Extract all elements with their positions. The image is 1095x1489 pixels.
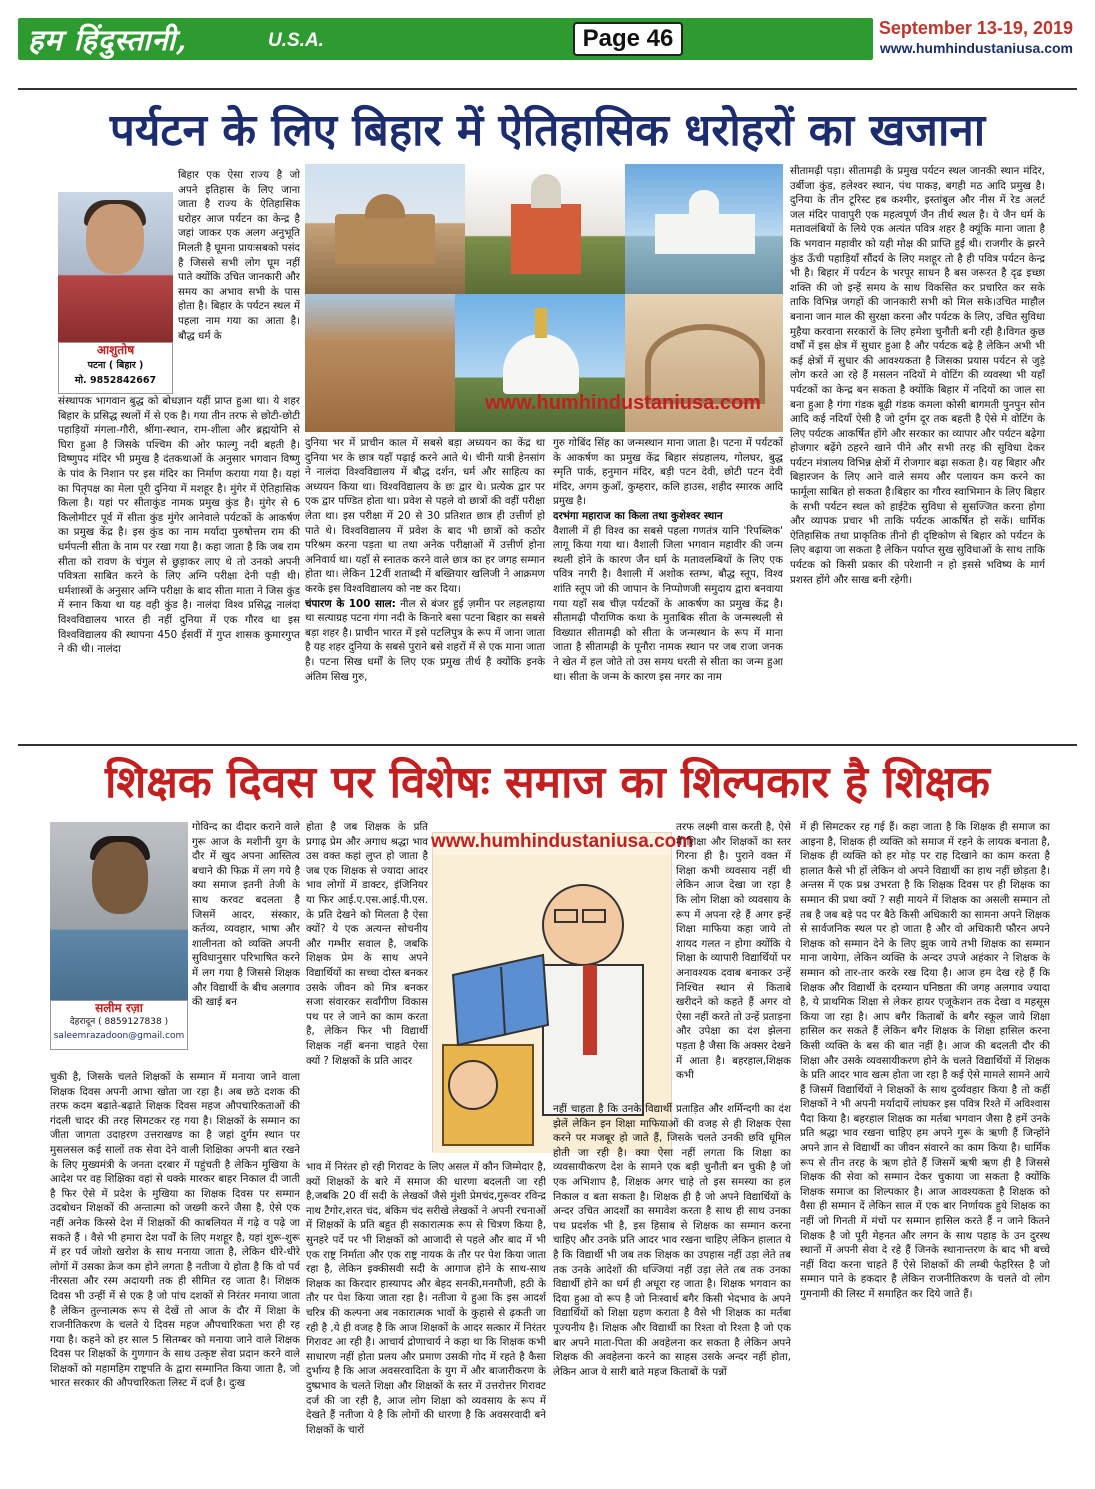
- article-2-column-3-text: तरफ लक्ष्मी वास करती है, ऐसे में शिक्षा और शिक्षकों का स्तर गिरना ही है। पुराने वक्त में शिक्षा कभी व्यवसाय नहीं थी लेकिन आज देखा जा रहा है कि लोग शिक्षा को व्यवसाय के रूप में अपना रहे हैं अगर इन्हें शिक्षा माफिया कहा जाये तो शायद गलत न होगा क्योंकि ये शिक्षा के व्यापारी विद्यार्थियों पर अनावश्यक दवाब बनाकर उन्हें निश्चित स्थान से किताबे खरीदने को कहते हैं अगर वो ऐसा नहीं करते तो उन्हें प्रताड़ना और उपेक्षा का दंश झेलना पड़ता है जैसा कि अक्सर देखने में आता है। बहरहाल,शिक्षक कभी: [676, 821, 791, 1082]
- article-2-column-2b: [306, 1160, 546, 1470]
- article-1-column-1-text: संस्थापक भागवान बुद्ध को बोधज्ञान यहीं प्राप्त हुआ था। ये शहर बिहार के प्रसिद्ध स्थलों में से एक है। गया तीन तरफ से छोटी-छोटी पहाड़ियों मंगला-गौरी, श्रींगा-स्थान, राम-शीला और ब्रह्मयोनि से घिरा हुआ है जिसके पश्चिम की ओर फाल्गु नदी बहती है। विष्णुपद मंदिर भी प्रमुख है दंतकथाओं के अनुसार भगवान विष्णु के पांव के निशान पर इस मंदिर का निर्माण कराया गया है। यहां का पितृपक्ष का मेला पूरी दुनिया में मशहूर है। मुंगेर में ऐतिहासिक किला है। यहां पर सीताकुंड नामक प्रमुख कुंड है। मुंगेर से 6 किलोमीटर पूर्व में सीता कुंड मुंगेर आनेवाले पर्यटकों के आकर्षण का प्रमुख केंद्र है। इस कुंड का नाम मर्यादा पुरुषोत्तम राम की धर्मपत्नी सीता के नाम पर रखा गया है। कहा जाता है कि जब राम सीता को रावण के चंगुल से छुड़ाकर लाए थे तो उनको अपनी पवित्रता साबित करने के लिए अग्नि परीक्षा देनी पड़ी थी। धर्मशास्त्रों के अनुसार अग्नि परीक्षा के बाद सीता माता ने जिस कुंड में स्नान किया था यह वही कुंड है। नालंदा विश्व प्रसिद्ध नालंदा विश्वविद्यालय भारत ही नहीं दुनिया में एक गौरव था इस विश्वविद्यालय की स्थापना 450 ईसवीं में गुप्त शासक कुमारगुप्त ने की थी। नालंदा: [58, 395, 300, 656]
- newspaper-title: हम हिंदुस्तानी,: [28, 23, 188, 57]
- article-1-column-2: [305, 436, 545, 740]
- issue-date: September 13-19, 2019: [878, 18, 1073, 38]
- page-number: Page 46: [573, 22, 683, 56]
- tourism-photo-collage: [305, 164, 783, 432]
- article-1-column-4: [790, 164, 1045, 740]
- watermark: www.humhindustaniusa.com: [485, 392, 761, 414]
- article-2-column-4: [800, 820, 1050, 1470]
- article-1-column-4-text: सीतामढ़ी पड़ा। सीतामढ़ी के प्रमुख पर्यटन स्थल जानकी स्थान मंदिर, उर्बीजा कुंड, हलेश्वर स्थान, पंथ पाकड़, बगही मठ आदि प्रमुख है। दुनिया के तीन टूरिस्ट हब कश्मीर, इस्तांबुल और नीस में रेड अलर्ट जल मंदिर पावापुरी एक महत्वपूर्ण जैन तीर्थ स्थल है। ये जैन धर्म के मतावलंबियों के लिये एक अत्यंत पवित्र शहर है क्यूंकि माना जाता है कि भगवान महावीर को यही मोक्ष की प्राप्ति हुई थी। राजगीर के झरने कुंड ऊँची पहाड़ियाँ सौंदर्य के लिए मशहूर तो है ही पवित्र पर्यटन केन्द्र भी है। बिहार में पर्यटन के भरपूर साधन है बस जरूरत है दृढ इच्छा शक्ति की जो इन्हें समय के साथ विकसित कर प्रचारित कर सके ताकि विभिन्न जगहों की जानकारी सभी को मिल सके।उचित माहौल बनाना जान माल की सुरक्षा करना और पर्यटक के लिए, उचित सुविधा मुहैया करवाना सरकारों के लिए हमेशा चुनौती बनी रही है।विगत कुछ वर्षों में इस क्षेत्र में सुधार हुआ है और पर्यटक बढ़े है लेकिन अभी भी कई क्षेत्रों में सुधार की आवश्यकता है जिसका प्रयास पर्यटन से जुड़े लोग करते आ रहे हैं मसलन नदियों मे वोटिंग की व्यवस्था भी यहाँ पर्यटकों का केन्द्र बन सकता है क्योंकि बिहार में नदियों का जाल सा बना हुआ है गंगा गंडक बूढ़ी गंडक कमला कोसी बागमती पुनपुन सोन आदि कई नदियाँ ऐसी है जो दुर्गम दूर तक बहती है ऐसे मे वोटिंग के लिए पर्यटक आकर्षित होंगे और सरकार का व्यापार और पर्यटन बढ़ेगा होजगार बढ़ेंगे ठहरने खाने पीने और सभी तरह की सुविधा देकर पर्यटन मंत्रालय विभिन्न क्षेत्रों में रोजगार बढ़ा सकता है। यह बिहार और बिहारजन के लिए आने वाले समय और पलायन कम करने का फार्मूला साबित हो सकता है।बिहार का गौरव स्वाभिमान के लिए बिहार के सभी पर्यटन स्थल को हाईटेक सुविधा से सुसज्जित करना होगा और व्यापक प्रचार भी ताकि पर्यटक आकर्षित हो सकें। धार्मिक ऐतिहासिक तथा प्राकृतिक तीनो ही दृष्टिकोण से बिहार को पर्यटन के लिए बढ़ाया जा सकता है लेकिन पर्याप्त सुख सुविधाओं के साथ ताकि पर्यटक को किसी प्रकार की परेशानी न हो इससे भविष्य के मार्ग प्रशस्त होंगे और साख बनी रहेगी।: [790, 165, 1045, 586]
- article-1-headline: पर्यटन के लिए बिहार में ऐतिहासिक धरोहरों का खजाना: [109, 105, 986, 156]
- temple-photo: [465, 164, 625, 294]
- article-2-column-1: [50, 1070, 300, 1470]
- article-2-headline: शिक्षक दिवस पर विशेषः समाज का शिल्पकार है शिक्षक: [105, 757, 990, 808]
- author-name: आशुतोष: [96, 343, 135, 357]
- article-2-intro: [192, 820, 300, 1070]
- article-2-column-3b: [553, 1102, 791, 1470]
- article-1-column-1: [58, 394, 300, 740]
- fort-photo: [305, 164, 465, 294]
- article-1-subhead-darbhanga: दरभंगा महाराज का किला तथा कुशेश्वर स्थान: [553, 509, 723, 522]
- author-place: देहरादून ( 8859127838 ): [69, 1017, 169, 1027]
- article-2-column-2b-text: भाव में निरंतर हो रही गिरावट के लिए असल में कौन जिम्मेदार है, क्यों शिक्षकों के बारे में समाज की धारणा बदलती जा रही है,जबकि 20 वीं सदी के लेखकों जैसे मुंशी प्रेमचंद,गुरूवर रविन्द्र नाथ टैगोर,शरत चंद, बंकिम चंद सरीखे लेखकों ने अपनी रचनाओं में शिक्षकों के प्रति बहुत ही सकारात्मक रूप से चित्रण किया है, सुनहरे पर्दे पर भी शिक्षकों को आजादी से पहले और बाद में भी एक राष्ट्र निर्माता और एक राष्ट्र नायक के तौर पर पेश किया जाता रहा है, लेकिन इक्कीसवी सदी के आगाज होने के साथ-साथ शिक्षक का किरदार हास्यापद और बेहद सनकी,मनमौजी, हठी के तौर पर पेश किया जाता रहा है। नतीजा ये हुआ कि इस आदर्श चरित्र की कल्पना अब नकारात्मक भावों के कुहासे से ढ़कती जा रही है ,ये ही वजह है कि आज शिक्षकों के आदर सत्कार में निरंतर गिरावट आ रही है। आचार्य द्रोणाचार्य ने कहा था कि शिक्षक कभी साधारण नहीं होता प्रलय और प्रमाण उसकी गोद में रहते है कैसा दुर्भाग्य है कि आज अवसरवादिता के युग में और बाजारीकरण के दुष्प्रभाव के चलते शिक्षा और शिक्षकों के स्तर में उत्तरोत्तर गिरावट दर्ज की जा रही है, आज लोग शिक्षा को व्यवसाय के रूप में देखते हैं नतीजा ये है कि लोगों की धारणा है कि अवसरवादी बने शिक्षकों के चारों: [306, 1161, 546, 1436]
- article-1-column-3-text-2: वैशाली में ही विश्व का सबसे पहला गणतंत्र यानि 'रिपब्लिक' लागू किया गया था। वैशाली जिला भगवान महावीर की जन्म स्थली होने के कारण जैन धर्म के मतावलम्बियों के लिए एक पवित्र नगरी है। वैशाली में अशोक स्तम्भ, बौद्ध स्तूप, विश्व शांति स्तूप जो की जापान के निप्पोणजी समुदाय द्वारा बनवाया गया यहाँ सब चीज़ पर्यटकों के आकर्षण का प्रमुख केंद्र है। सीतामढ़ी पौराणिक कथा के मुताबिक सीता के जन्मस्थली से विख्यात सीतामढ़ी को सीता के जन्मस्थान के रूप में माना जाता है सीतामढ़ी के पूनौरा नामक स्थान पर जब राजा जनक ने खेत में हल जोते तो उस समय धरती से सीता का जन्म हुआ था। सीता के जन्म के कारण इस नगर का नाम: [553, 524, 783, 683]
- author-caption: [58, 342, 173, 394]
- article-1-column-3: [553, 436, 783, 740]
- author-photo: [58, 192, 173, 342]
- masthead: [18, 18, 873, 60]
- article-2-column-1-text: चुकी है, जिसके चलते शिक्षकों के सम्मान में मनाया जाने वाला शिक्षक दिवस अपनी आभा खोता जा रहा है। अब छठे दशक की तरफ कदम बढ़ाते-बढ़ाते शिक्षक दिवस महज औपचारिकताओं की गंदली चादर की तरह सिमटकर रह गया है। शिक्षकों के सम्मान का जीता जागता उदाहरण उत्तराखण्ड का है जहां दुर्गम स्थान पर मुसलसल कई सालों तक सेवा देने वाली शिक्षिका अपनी बात रखने के लिए मुख्यमंत्री के जनता दरबार में पहुंचती है लेकिन मुखिया के आदेश पर वह शिक्षिका वहां से धक्के मारकर बाहर निकाल दी जाती है फिर ऐसे में प्रदेश के मुखिया का शिक्षक दिवस पर सम्मान उदबोधन शिक्षकों की अन्तात्मा को जख्मी करने जैसा है, ऐसे एक नहीं अनेक किस्से देश में शिक्षकों की काबलियत में गढ़े व पढ़े जा सकते हैं । वैसे भी हमारा देश पर्वों के लिए मशहूर है, यहां शुरू-शुरू में हर पर्व जोशो खरोश के साथ मनाया जाता है, लेकिन धीरे-धीरे लोगों में उसका क्रेज कम होने लगता है नतीजा ये होता है कि वो पर्व नीरसता और रस्म अदायगी तक ही सीमित रह जाता है। शिक्षक दिवस भी उन्हीं में से एक है जो पांच दशकों से निरंतर मनाया जाता है लेकिन तुल्नात्मक रूप से देखें तो आज के दौर में शिक्षा के राजनीतिकरण के चलते ये दिवस महज औपचारिकता भरा ही रह गया है। कहने को हर साल 5 सितम्बर को मनाया जाने वाले शिक्षक दिवस पर शिक्षकों के गुणगान के साथ उत्कृष्ट सेवा प्रदान करने वाले शिक्षकों को महामहिम राष्ट्रपति के द्वारा सम्मानित किया जाता है, जो भारत सरकार की औपचारिकता लिस्ट में दर्ज है। दुःख: [50, 1071, 300, 1390]
- article-1-column-2-text-2: नील से बंजर हुई ज़मीन पर लहलहाया था सत्याग्रह पटना गंगा नदी के किनारे बसा पटना बिहार का सबसे बड़ा शहर है। प्राचीन भारत में इसे पटलिपुत्र के रूप में जाना जाता है यह शहर दुनिया के सबसे पुराने बसे शहरों में से एक माना जाता है। पटना सिख धर्मों के लिए एक प्रमुख तीर्थ है क्योंकि इनके अंतिम सिख गुरु,: [305, 597, 545, 683]
- author-place: पटना ( बिहार ): [87, 360, 144, 371]
- watermark: www.humhindustaniusa.com: [431, 831, 694, 852]
- author-phone: मो. 9852842667: [74, 375, 157, 386]
- article-2-column-2-text: होता है जब शिक्षक के प्रति प्रगाढ़ प्रेम और अगाध श्रद्धा भाव उस वक्त कहां लुप्त हो जाता है जब एक शिक्षक से ज्यादा आदर भाव लोगों में डाक्टर, इंजिनियर या फिर आई.ए.एस.आई.पी.एस. के प्रति देखने को मिलता है ऐसा क्यों? ये एक अत्यन्त सोचनीय और गम्भीर सवाल है, जबकि शिक्षक प्रेम के साथ अपने विद्यार्थियों का सच्चा दोस्त बनकर उसके जीवन को मित्र बनकर सजा संवारकर सर्वांगीण विकास पथ पर ले जाने का काम करता है, लेकिन फिर भी विद्यार्थी शिक्षक नहीं बनना चाहते ऐसा क्यों ? शिक्षकों के प्रति आदर: [306, 821, 428, 1067]
- website-link[interactable]: www.humhindustaniusa.com: [879, 40, 1073, 56]
- author-photo: [50, 822, 188, 1000]
- newspaper-subtitle: U.S.A.: [268, 30, 324, 51]
- face-shape: [92, 842, 148, 914]
- article-2-column-2: [306, 820, 428, 1160]
- author-email[interactable]: saleemrazadoon@gmail.com: [53, 1031, 185, 1041]
- divider: [18, 744, 1077, 746]
- article-1-intro-text: बिहार एक ऐसा राज्य है जो अपने इतिहास के लिए जाना जाता है राज्य के ऐतिहासिक धरोहर आज पर्यटन का केन्द्र है जहां जाकर एक अलग अनुभूति मिलती है घूमना प्रायःसबको पसंद है जिससे सभी लोग घूम नहीं पाते क्योंकि उचित जानकारी और समय का अभाव सभी के पास होता है। बिहार के पर्यटन स्थल में पहला नाम गया का आता है। बौद्ध धर्म के: [178, 169, 300, 342]
- author-name: सलीम रज़ा: [95, 1001, 143, 1015]
- article-2-column-3b-text: नहीं चाहता है कि उनके विद्यार्थी प्रताड़ित और शर्मिन्दगी का दंश झेलें लेकिन इन शिक्षा माफियाओं की वजह से ही शिक्षक ऐसा करने पर मजबूर हो जाते हैं, जिसके चलते उनकी छवि धूमिल होती जा रही है। क्या ऐसा नहीं लगता कि शिक्षा का व्यवसायीकरण देश के सामने एक बड़ी चुनौती बन चुकी है जो एक अभिशाप है, शिक्षक अगर चाहे तो इस समस्या का हल निकाल व बता सकता है। शिक्षक ही है जो अपने विद्यार्थियों के अन्दर उचित आदर्शों का समावेश करता है साथ ही साथ उनका पथ प्रदर्शक भी है, इस हिसाब से शिक्षक का सम्मान करना चाहिए और उनके प्रति आदर भाव रखना चाहिए लेकिन हालात ये है कि विद्यार्थी भी जब तक शिक्षक का उपहास नहीं उड़ा लेते तब तक उनके आदेशों की धज्जियां नहीं उड़ा लेते तब तक उनका विद्यार्थी होने का धर्म ही अधूरा रह जाता है। शिक्षक भगवान का दिया हुआ वो रूप है जो निःस्वार्थ बगैर किसी भेदभाव के अपने विद्यार्थियों को शिक्षा ग्रहण कराता है वैसे भी शिक्षक का मर्तबा पूज्यनीय है। शिक्षक और विद्यार्थी का रिश्ता वो रिश्ता है जो एक बार अपने माता-पिता की अवहेलना कर सकता है लेकिन अपने शिक्षक की अवहेलना करने का साहस उसके अन्दर नहीं होता, लेकिन आज ये सारी बाते महज किताबों के पन्नों: [553, 1103, 791, 1378]
- article-2-intro-text: गोविन्द का दीदार कराने वाले गुरू आज के मशीनी युग के दौर में खुद अपना आस्तित्व बचाने की फिक्र में लग गये है क्या समाज इतनी तेजी के साथ करवट बदलता है जिसमें आदर, संस्कार, कर्तव्य, व्यवहार, भाषा और शालीनता को व्यक्ति अपनी सुविधानुसार परिभाषित करने में लग गया है जिससे शिक्षक और विद्यार्थी के बीच अलगाव की खाई बन: [192, 821, 300, 1009]
- article-1-column-3-text: गुरु गोबिंद सिंह का जन्मस्थान माना जाता है। पटना में पर्यटकों के आकर्षण का प्रमुख केंद्र बिहार संग्रहालय, गोलघर, बुद्ध स्मृति पार्क, हनुमान मंदिर, बड़ी पटन देवी, छोटी पटन देवी मंदिर, अगम कुआँ, कुम्हरार, कलि हाउस, शहीद स्मारक आदि प्रमुख है।: [553, 437, 783, 508]
- article-1-subhead-champaran: चंपारण के 100 साल:: [305, 597, 396, 610]
- article-1-intro: [178, 168, 300, 394]
- article-1-column-2-text: दुनिया भर में प्राचीन काल में सबसे बड़ा अध्ययन का केंद्र था दुनिया भर के छात्र यहाँ पढ़ाई करने आते थे। चीनी यात्री हेनसांग ने नालंदा विश्वविद्यालय में बौद्ध दर्शन, धर्म और साहित्य का अध्ययन किया था। विश्वविद्यालय के छः द्वार थे। प्रत्येक द्वार पर एक द्वार पण्डित होता था। प्रवेश से पहले वो छात्रों की वहीं परीक्षा लेता था। इस परीक्षा में 20 से 30 प्रतिशत छात्र ही उत्तीर्ण हो पाते थे। विश्वविद्यालय में प्रवेश के बाद भी छात्रों को कठोर परिश्रम करना पड़ता था तथा अनेक परीक्षाओं में उत्तीर्ण होना अनिवार्य था। यहाँ से स्नातक करने वाले छात्र का हर जगह सम्मान होता था। लेकिन 12वीं शताब्दी में बख्तियार खलिजी ने आक्रमण करके इस विश्वविद्यालय को नष्ट कर दिया।: [305, 437, 545, 595]
- nalanda-ruins-photo: [305, 294, 455, 432]
- author-caption: [50, 1000, 188, 1050]
- article-2-column-3: [676, 820, 791, 1102]
- jal-mandir-photo: [625, 164, 783, 294]
- page-header: [0, 0, 1095, 88]
- divider: [18, 88, 1077, 90]
- face-shape: [86, 204, 144, 274]
- article-2-column-4-text: में ही सिमटकर रह गई हैं। कहा जाता है कि शिक्षक ही समाज का आइना है, शिक्षक ही व्यक्ति को समाज में रहने के लायक बनाता है, शिक्षक ही व्यक्ति को हर मोड़ पर राह दिखाने का काम करता है हालात कैसे भी हों लेकिन वो अपने विद्यार्थी का हाथ नहीं छोड़ता है। अन्तस में एक प्रश्न उभरता है कि शिक्षक दिवस पर ही शिक्षक का सम्मान की प्रथा क्यों ? सही मायने में शिक्षक का असली सम्मान तो तब है जब बड़े पद पर बैठे किसी अधिकारी का सामना अपने शिक्षक से सार्वजनिक स्थल पर हो जाता है और वो अधिकारी फौरन अपने शिक्षक को सम्मान देने के लिए झुक जाये तभी शिक्षक का सम्मान माना जायेगा, लेकिन व्यक्ति के अन्दर उपजे अहंकार ने शिक्षक के सम्मान को तार-तार करके रख दिया है। आज हम देख रहे हैं कि शिक्षक और विद्यार्थी के दरम्यान घनिष्ठता की जगह अलगाव ज्यादा है, ये प्राथमिक शिक्षा से लेकर हायर एजूकेशन तक देखा व महसूस किया जा रहा है। आप बगैर किताबों के बगैर स्कूल जाये शिक्षा हासिल कर सकते हैं लेकिन बगैर शिक्षक के शिक्षा हासिल करना किसी व्यक्ति के बस की बात नहीं है। आज की बदलती दौर की शिक्षा और उसके व्यवसायीकरण होने के चलते विद्यार्थियों में शिक्षक के प्रति आदर भाव खत्म होता जा रहा है कई ऐसे मामले सामने आये हैं जिसमें विद्यार्थियों ने शिक्षकों के साथ दुर्व्यवहार किया है तो कहीं शिक्षकों ने भी अपनी मर्यादायें लांघकर इस पवित्र रिश्ते में अविश्वास पैदा किया है। बहरहाल शिक्षक का मर्तबा भगवान जैसा है हमें उनके प्रति श्रद्धा भाव रखना चाहिए हम अपने गुरू के ऋणी हैं जिन्होंने अपने ज्ञान से विद्यार्थी का जीवन संवारने का काम किया है। धार्मिक रूप से तीन तरह के ऋण होते हैं जिसमें ऋषी ऋण ही है जिससे शिक्षक की सेवा को सम्मान देकर चुकाया जा सकता है क्योंकि शिक्षक समाज का शिल्पकार है। आज आवश्यकता है शिक्षक को वैसा ही सम्मान दें लेकिन साल में एक बार निर्णायक हुये शिक्षक का नहीं जो गिनती में मंचों पर सम्मान हासिल करते हैं न जाने कितने शिक्षक है जो पूरी मेहनत और लगन के साथ पहाड़ के उन दुरस्थ स्थानों में अपनी सेवा दे रहे हैं जिनके स्थानान्तरण के बाद भी बच्चे नहीं विदा करना चाहते हैं ऐसे शिक्षकों की लम्बी फेहरिस्त है जो सम्मान पाने के हकदार है लेकिन राजनीतिकरण के चलते वो लोग गुमनामी की लिस्ट में समाहित कर दिये जाते हैं।: [800, 821, 1050, 1300]
